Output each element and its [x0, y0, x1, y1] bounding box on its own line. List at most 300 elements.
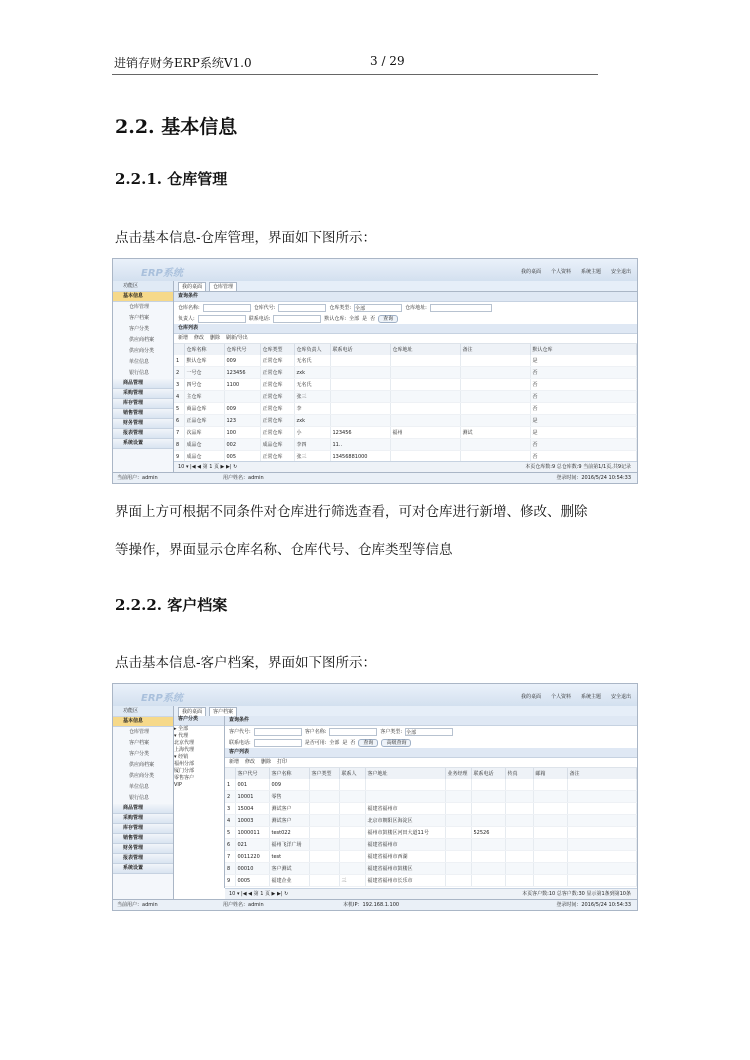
- table-cell: 123456: [330, 427, 390, 439]
- sidebar-item-supplier-class[interactable]: 供应商分类: [129, 348, 155, 354]
- menu-theme[interactable]: 系统主题: [580, 694, 601, 700]
- label-phone: 联系电话:: [248, 316, 271, 322]
- customer-screenshot: [112, 683, 638, 911]
- tab-warehouse[interactable]: 仓库管理: [209, 282, 237, 291]
- table-cell: 成品仓: [184, 451, 224, 463]
- table-cell: [460, 403, 530, 415]
- table-cell: [390, 439, 460, 451]
- module-report[interactable]: 报表管理: [113, 429, 173, 439]
- radio-all[interactable]: 全部: [329, 740, 340, 746]
- table-cell: 0005: [235, 875, 269, 887]
- pager-controls[interactable]: 10 ▾ |◀ ◀ 第 1 页 ▶ ▶| ↻: [178, 464, 238, 470]
- table-cell: 正常仓库: [260, 451, 294, 463]
- table-cell: 10001: [235, 791, 269, 803]
- status-login-user: 用户姓名：admin: [223, 902, 264, 908]
- module-sales[interactable]: 销售管理: [113, 834, 173, 844]
- column-header[interactable]: 联系人: [339, 768, 365, 779]
- sidebar: [113, 281, 174, 473]
- table-cell: 3: [225, 803, 235, 815]
- table-cell: [365, 779, 445, 791]
- label-wh-address: 仓库地址:: [405, 305, 427, 311]
- tree-node[interactable]: VIP: [174, 782, 182, 788]
- table-cell: 2: [174, 367, 184, 379]
- warehouse-desc-line2: 等操作，界面显示仓库名称、仓库代号、仓库类型等信息: [115, 542, 453, 558]
- query-button[interactable]: 查询: [378, 315, 398, 323]
- delete-button[interactable]: 删除: [261, 759, 272, 765]
- table-cell: 否: [530, 439, 637, 451]
- tree-node[interactable]: 上海代理: [174, 747, 195, 753]
- main-panel: [174, 706, 637, 900]
- table-cell: 123: [224, 415, 260, 427]
- label-enabled: 是否可用:: [304, 740, 327, 746]
- table-cell: 一号仓: [184, 367, 224, 379]
- table-row[interactable]: [174, 391, 637, 403]
- table-cell: 正常仓库: [260, 391, 294, 403]
- table-cell: 123456: [224, 367, 260, 379]
- wh-name-input[interactable]: [203, 304, 251, 312]
- column-header[interactable]: 联系电话: [330, 344, 390, 355]
- module-sales[interactable]: 销售管理: [113, 409, 173, 419]
- table-cell: [339, 839, 365, 851]
- menu-theme[interactable]: 系统主题: [580, 269, 601, 275]
- app-topbar: [113, 684, 637, 706]
- table-cell: 成品仓库: [260, 439, 294, 451]
- column-header[interactable]: 仓库代号: [224, 344, 260, 355]
- table-row[interactable]: [174, 403, 637, 415]
- menu-desktop[interactable]: 我的桌面: [520, 269, 541, 275]
- table-cell: [339, 851, 365, 863]
- module-goods[interactable]: 商品管理: [113, 804, 173, 814]
- table-cell: [339, 779, 365, 791]
- doc-title: 进销存财务ERP系统V1.0: [114, 56, 252, 70]
- edit-button[interactable]: 修改: [194, 335, 205, 341]
- table-cell: [390, 403, 460, 415]
- table-cell: 正常仓库: [260, 355, 294, 367]
- table-cell: 是: [530, 427, 637, 439]
- table-row[interactable]: [174, 439, 637, 451]
- sidebar-item-customer-class[interactable]: 客户分类: [129, 326, 150, 332]
- tab-customer[interactable]: 客户档案: [209, 707, 237, 716]
- table-cell: 正品仓库: [184, 415, 224, 427]
- add-button[interactable]: 新增: [229, 759, 240, 765]
- table-cell: [567, 779, 637, 791]
- table-cell: [471, 863, 505, 875]
- top-menu: [521, 693, 631, 700]
- sidebar-item-customer-class[interactable]: 客户分类: [129, 751, 150, 757]
- wh-address-input[interactable]: [430, 304, 492, 312]
- table-cell: 009: [224, 355, 260, 367]
- table-cell: [533, 791, 567, 803]
- tree-node[interactable]: 福州分部: [174, 761, 195, 767]
- table-cell: [339, 791, 365, 803]
- table-cell: [445, 863, 471, 875]
- refresh-export-button[interactable]: 刷新/导出: [226, 335, 248, 341]
- phone-input[interactable]: [254, 739, 302, 747]
- tree-node[interactable]: 北京代理: [174, 740, 195, 746]
- table-cell: [533, 827, 567, 839]
- table-cell: 是: [530, 415, 637, 427]
- table-cell: 9: [174, 451, 184, 463]
- table-cell: [390, 367, 460, 379]
- table-cell: [505, 803, 533, 815]
- warehouse-table: [174, 344, 637, 463]
- table-cell: [330, 367, 390, 379]
- menu-desktop[interactable]: 我的桌面: [520, 694, 541, 700]
- table-cell: [390, 355, 460, 367]
- advanced-query-button[interactable]: 高级查询: [381, 739, 411, 747]
- table-cell: 李四: [294, 439, 330, 451]
- manager-input[interactable]: [198, 315, 246, 323]
- table-cell: [309, 875, 339, 887]
- customer-table: [225, 768, 637, 887]
- sidebar: [113, 706, 174, 900]
- table-cell: 否: [530, 451, 637, 463]
- radio-yes[interactable]: 是: [342, 740, 348, 746]
- column-header[interactable]: 备注: [460, 344, 530, 355]
- column-header[interactable]: [225, 768, 235, 779]
- table-cell: [330, 391, 390, 403]
- column-header[interactable]: 客户地址: [365, 768, 445, 779]
- customer-class-tree: [174, 716, 225, 888]
- table-cell: 无名氏: [294, 355, 330, 367]
- sidebar-title: 功能区: [113, 281, 173, 292]
- table-row[interactable]: [174, 355, 637, 367]
- table-cell: 1: [225, 779, 235, 791]
- main-panel: [174, 281, 637, 473]
- table-cell: [505, 827, 533, 839]
- table-cell: [505, 851, 533, 863]
- wh-type-select[interactable]: 全部: [354, 304, 402, 312]
- section-heading: 2.2. 基本信息: [115, 116, 238, 138]
- delete-button[interactable]: 删除: [210, 335, 221, 341]
- column-header[interactable]: [174, 344, 184, 355]
- table-cell: 小: [294, 427, 330, 439]
- table-cell: 正常仓库: [260, 379, 294, 391]
- query-row-2: [174, 313, 637, 324]
- status-login-user: 用户姓名：admin: [223, 475, 264, 481]
- table-row[interactable]: [174, 415, 637, 427]
- subsection-heading-warehouse: 2.2.1. 仓库管理: [115, 170, 228, 188]
- table-cell: [567, 815, 637, 827]
- radio-yes[interactable]: 是: [362, 316, 368, 322]
- table-cell: zxk: [294, 367, 330, 379]
- table-cell: 正常仓库: [260, 427, 294, 439]
- page-header: [112, 52, 598, 75]
- table-cell: [567, 839, 637, 851]
- table-cell: 主仓库: [184, 391, 224, 403]
- table-cell: 021: [235, 839, 269, 851]
- table-cell: 张三: [294, 451, 330, 463]
- table-cell: 福州飞洋广场: [269, 839, 309, 851]
- menu-profile[interactable]: 个人资料: [550, 269, 571, 275]
- column-header[interactable]: 备注: [567, 768, 637, 779]
- add-button[interactable]: 新增: [178, 335, 189, 341]
- table-cell: 测试客户: [269, 803, 309, 815]
- table-cell: [330, 355, 390, 367]
- sidebar-item-unit[interactable]: 单位信息: [129, 784, 150, 790]
- table-cell: [445, 875, 471, 887]
- table-cell: [390, 415, 460, 427]
- table-cell: [505, 791, 533, 803]
- list-toolbar: [225, 758, 637, 768]
- module-stock[interactable]: 库存管理: [113, 399, 173, 409]
- table-cell: [365, 791, 445, 803]
- table-cell: [445, 827, 471, 839]
- table-cell: 005: [224, 451, 260, 463]
- table-cell: 1000011: [235, 827, 269, 839]
- table-cell: [309, 863, 339, 875]
- table-cell: [339, 815, 365, 827]
- table-row[interactable]: [225, 779, 637, 791]
- tab-desktop[interactable]: 我的桌面: [178, 282, 206, 291]
- table-cell: [533, 815, 567, 827]
- table-cell: 8: [174, 439, 184, 451]
- table-cell: [567, 875, 637, 887]
- radio-no[interactable]: 否: [350, 740, 356, 746]
- table-cell: 0011220: [235, 851, 269, 863]
- label-cust-type: 客户类型:: [380, 729, 403, 735]
- column-header[interactable]: 仓库类型: [260, 344, 294, 355]
- table-cell: 福建省福州市西湖: [365, 851, 445, 863]
- module-goods[interactable]: 商品管理: [113, 379, 173, 389]
- table-cell: 001: [235, 779, 269, 791]
- table-cell: [309, 827, 339, 839]
- column-header[interactable]: 联系电话: [471, 768, 505, 779]
- table-cell: 2: [225, 791, 235, 803]
- table-cell: [330, 379, 390, 391]
- table-cell: [471, 875, 505, 887]
- table-cell: 52526: [471, 827, 505, 839]
- tab-bar: [174, 281, 637, 292]
- query-button[interactable]: 查询: [358, 739, 378, 747]
- sidebar-item-customer[interactable]: 客户档案: [129, 315, 150, 321]
- status-bar: [113, 899, 637, 910]
- tree-node[interactable]: ▾ 代理: [174, 733, 189, 739]
- table-cell: [505, 863, 533, 875]
- table-cell: [533, 839, 567, 851]
- edit-button[interactable]: 修改: [245, 759, 256, 765]
- module-finance[interactable]: 财务管理: [113, 419, 173, 429]
- sidebar-item-customer[interactable]: 客户档案: [129, 740, 150, 746]
- table-cell: [471, 779, 505, 791]
- column-header[interactable]: 默认仓库: [530, 344, 637, 355]
- table-cell: [533, 803, 567, 815]
- menu-logout[interactable]: 安全退出: [610, 694, 631, 700]
- module-system[interactable]: 系统设置: [113, 439, 173, 449]
- status-ip: 本机IP：192.168.1.100: [343, 902, 400, 908]
- table-cell: 7: [174, 427, 184, 439]
- table-cell: test022: [269, 827, 309, 839]
- table-cell: 福州: [390, 427, 460, 439]
- sidebar-item-warehouse[interactable]: 仓库管理: [129, 729, 150, 735]
- table-row[interactable]: [174, 379, 637, 391]
- column-header[interactable]: 客户名称: [269, 768, 309, 779]
- column-header[interactable]: 仓库地址: [390, 344, 460, 355]
- table-row[interactable]: [225, 803, 637, 815]
- column-header[interactable]: 仓库名称: [184, 344, 224, 355]
- table-cell: [445, 839, 471, 851]
- table-row[interactable]: [225, 839, 637, 851]
- tab-desktop[interactable]: 我的桌面: [178, 707, 206, 716]
- table-cell: 三: [339, 875, 365, 887]
- app-logo: ERP系统: [141, 268, 183, 279]
- table-cell: 否: [530, 391, 637, 403]
- list-toolbar: [174, 334, 637, 344]
- sidebar-item-warehouse[interactable]: 仓库管理: [129, 304, 150, 310]
- query-row-2: [225, 737, 637, 748]
- table-cell: [460, 439, 530, 451]
- wh-code-input[interactable]: [278, 304, 326, 312]
- table-cell: [471, 803, 505, 815]
- table-cell: 正常仓库: [260, 367, 294, 379]
- table-cell: 1: [174, 355, 184, 367]
- sidebar-item-bank[interactable]: 银行信息: [129, 795, 150, 801]
- table-cell: [445, 791, 471, 803]
- column-header[interactable]: 客户类型: [309, 768, 339, 779]
- table-row[interactable]: [174, 427, 637, 439]
- table-cell: 100: [224, 427, 260, 439]
- table-cell: 福建省福州市长乐市: [365, 875, 445, 887]
- menu-profile[interactable]: 个人资料: [550, 694, 571, 700]
- column-header[interactable]: 传真: [505, 768, 533, 779]
- table-cell: [445, 851, 471, 863]
- table-row[interactable]: [225, 815, 637, 827]
- module-purchase[interactable]: 采购管理: [113, 389, 173, 399]
- tree-node[interactable]: 厦门分部: [174, 768, 195, 774]
- cust-code-input[interactable]: [254, 728, 302, 736]
- label-wh-name: 仓库名称:: [178, 305, 200, 311]
- table-cell: [339, 803, 365, 815]
- sidebar-item-supplier-class[interactable]: 供应商分类: [129, 773, 155, 779]
- column-header[interactable]: 仓库负责人: [294, 344, 330, 355]
- table-cell: [309, 839, 339, 851]
- sidebar-item-supplier[interactable]: 供应商档案: [129, 762, 155, 768]
- module-basic-info[interactable]: 基本信息: [113, 717, 173, 727]
- menu-logout[interactable]: 安全退出: [610, 269, 631, 275]
- app-topbar: [113, 259, 637, 281]
- table-cell: [533, 863, 567, 875]
- table-cell: 5: [174, 403, 184, 415]
- table-cell: [533, 875, 567, 887]
- warehouse-intro: 点击基本信息-仓库管理，界面如下图所示：: [115, 230, 377, 246]
- table-row[interactable]: [174, 367, 637, 379]
- table-cell: [460, 379, 530, 391]
- table-cell: [330, 415, 390, 427]
- query-panel-title: 查询条件: [225, 716, 637, 726]
- print-button[interactable]: 打印: [277, 759, 288, 765]
- table-cell: [309, 791, 339, 803]
- module-system[interactable]: 系统设置: [113, 864, 173, 874]
- table-cell: [567, 827, 637, 839]
- phone-input[interactable]: [273, 315, 321, 323]
- table-cell: 测试客户: [269, 815, 309, 827]
- table-cell: 四号仓: [184, 379, 224, 391]
- app-logo: ERP系统: [141, 693, 183, 704]
- table-cell: 次品库: [184, 427, 224, 439]
- table-cell: [471, 815, 505, 827]
- module-purchase[interactable]: 采购管理: [113, 814, 173, 824]
- module-report[interactable]: 报表管理: [113, 854, 173, 864]
- cust-name-input[interactable]: [329, 728, 377, 736]
- table-cell: 张三: [294, 391, 330, 403]
- label-cust-name: 客户名称:: [304, 729, 327, 735]
- radio-no[interactable]: 否: [370, 316, 376, 322]
- table-cell: [339, 827, 365, 839]
- table-cell: 4: [174, 391, 184, 403]
- table-cell: 10003: [235, 815, 269, 827]
- table-cell: 福建省福州市鼓楼区: [365, 863, 445, 875]
- status-user: 当前用户：admin: [117, 902, 158, 908]
- module-stock[interactable]: 库存管理: [113, 824, 173, 834]
- sidebar-title: 功能区: [113, 706, 173, 717]
- table-row[interactable]: [225, 863, 637, 875]
- table-cell: [505, 815, 533, 827]
- table-row[interactable]: [225, 791, 637, 803]
- table-cell: [390, 379, 460, 391]
- sidebar-item-unit[interactable]: 单位信息: [129, 359, 150, 365]
- column-header[interactable]: 客户代号: [235, 768, 269, 779]
- table-cell: zxk: [294, 415, 330, 427]
- table-cell: [471, 851, 505, 863]
- warehouse-desc-line1: 界面上方可根据不同条件对仓库进行筛选查看，可对仓库进行新增、修改、删除: [115, 504, 588, 520]
- table-cell: 否: [530, 367, 637, 379]
- table-cell: [309, 815, 339, 827]
- table-cell: 00010: [235, 863, 269, 875]
- table-cell: [309, 803, 339, 815]
- tree-node[interactable]: 零售客户: [174, 775, 195, 781]
- table-cell: 4: [225, 815, 235, 827]
- status-user: 当前用户：admin: [117, 475, 158, 481]
- status-time: 登录时间：2016/5/24 10:54:33: [556, 902, 631, 908]
- tree-node[interactable]: ▸ 全部: [174, 726, 189, 732]
- table-row[interactable]: [225, 875, 637, 887]
- module-basic-info[interactable]: 基本信息: [113, 292, 173, 302]
- label-cust-code: 客户代号:: [229, 729, 251, 735]
- table-cell: 6: [225, 839, 235, 851]
- table-row[interactable]: [225, 827, 637, 839]
- list-panel-title: 客户列表: [225, 748, 637, 758]
- radio-all[interactable]: 全部: [349, 316, 360, 322]
- column-header[interactable]: 邮箱: [533, 768, 567, 779]
- module-finance[interactable]: 财务管理: [113, 844, 173, 854]
- table-cell: 5: [225, 827, 235, 839]
- table-cell: 8: [225, 863, 235, 875]
- table-row[interactable]: [225, 851, 637, 863]
- table-cell: [445, 779, 471, 791]
- query-row-1: [174, 302, 637, 313]
- pager-controls[interactable]: 10 ▾ |◀ ◀ 第 1 页 ▶ ▶| ↻: [229, 891, 289, 897]
- query-row-1: [225, 726, 637, 737]
- table-cell: 3: [174, 379, 184, 391]
- table-cell: [224, 391, 260, 403]
- customer-intro: 点击基本信息-客户档案，界面如下图所示：: [115, 655, 377, 671]
- tree-node[interactable]: ▾ 经销: [174, 754, 189, 760]
- sidebar-item-bank[interactable]: 银行信息: [129, 370, 150, 376]
- list-panel-title: 仓库列表: [174, 324, 637, 334]
- table-cell: [533, 779, 567, 791]
- table-cell: 正常仓库: [260, 403, 294, 415]
- table-cell: [567, 863, 637, 875]
- table-cell: 无名氏: [294, 379, 330, 391]
- cust-type-select[interactable]: 全部: [405, 728, 453, 736]
- label-wh-code: 仓库代号:: [253, 305, 276, 311]
- table-cell: [460, 367, 530, 379]
- table-cell: [567, 851, 637, 863]
- table-cell: [567, 803, 637, 815]
- sidebar-item-supplier[interactable]: 供应商档案: [129, 337, 155, 343]
- column-header[interactable]: 业务经理: [445, 768, 471, 779]
- query-panel-title: 查询条件: [174, 292, 637, 302]
